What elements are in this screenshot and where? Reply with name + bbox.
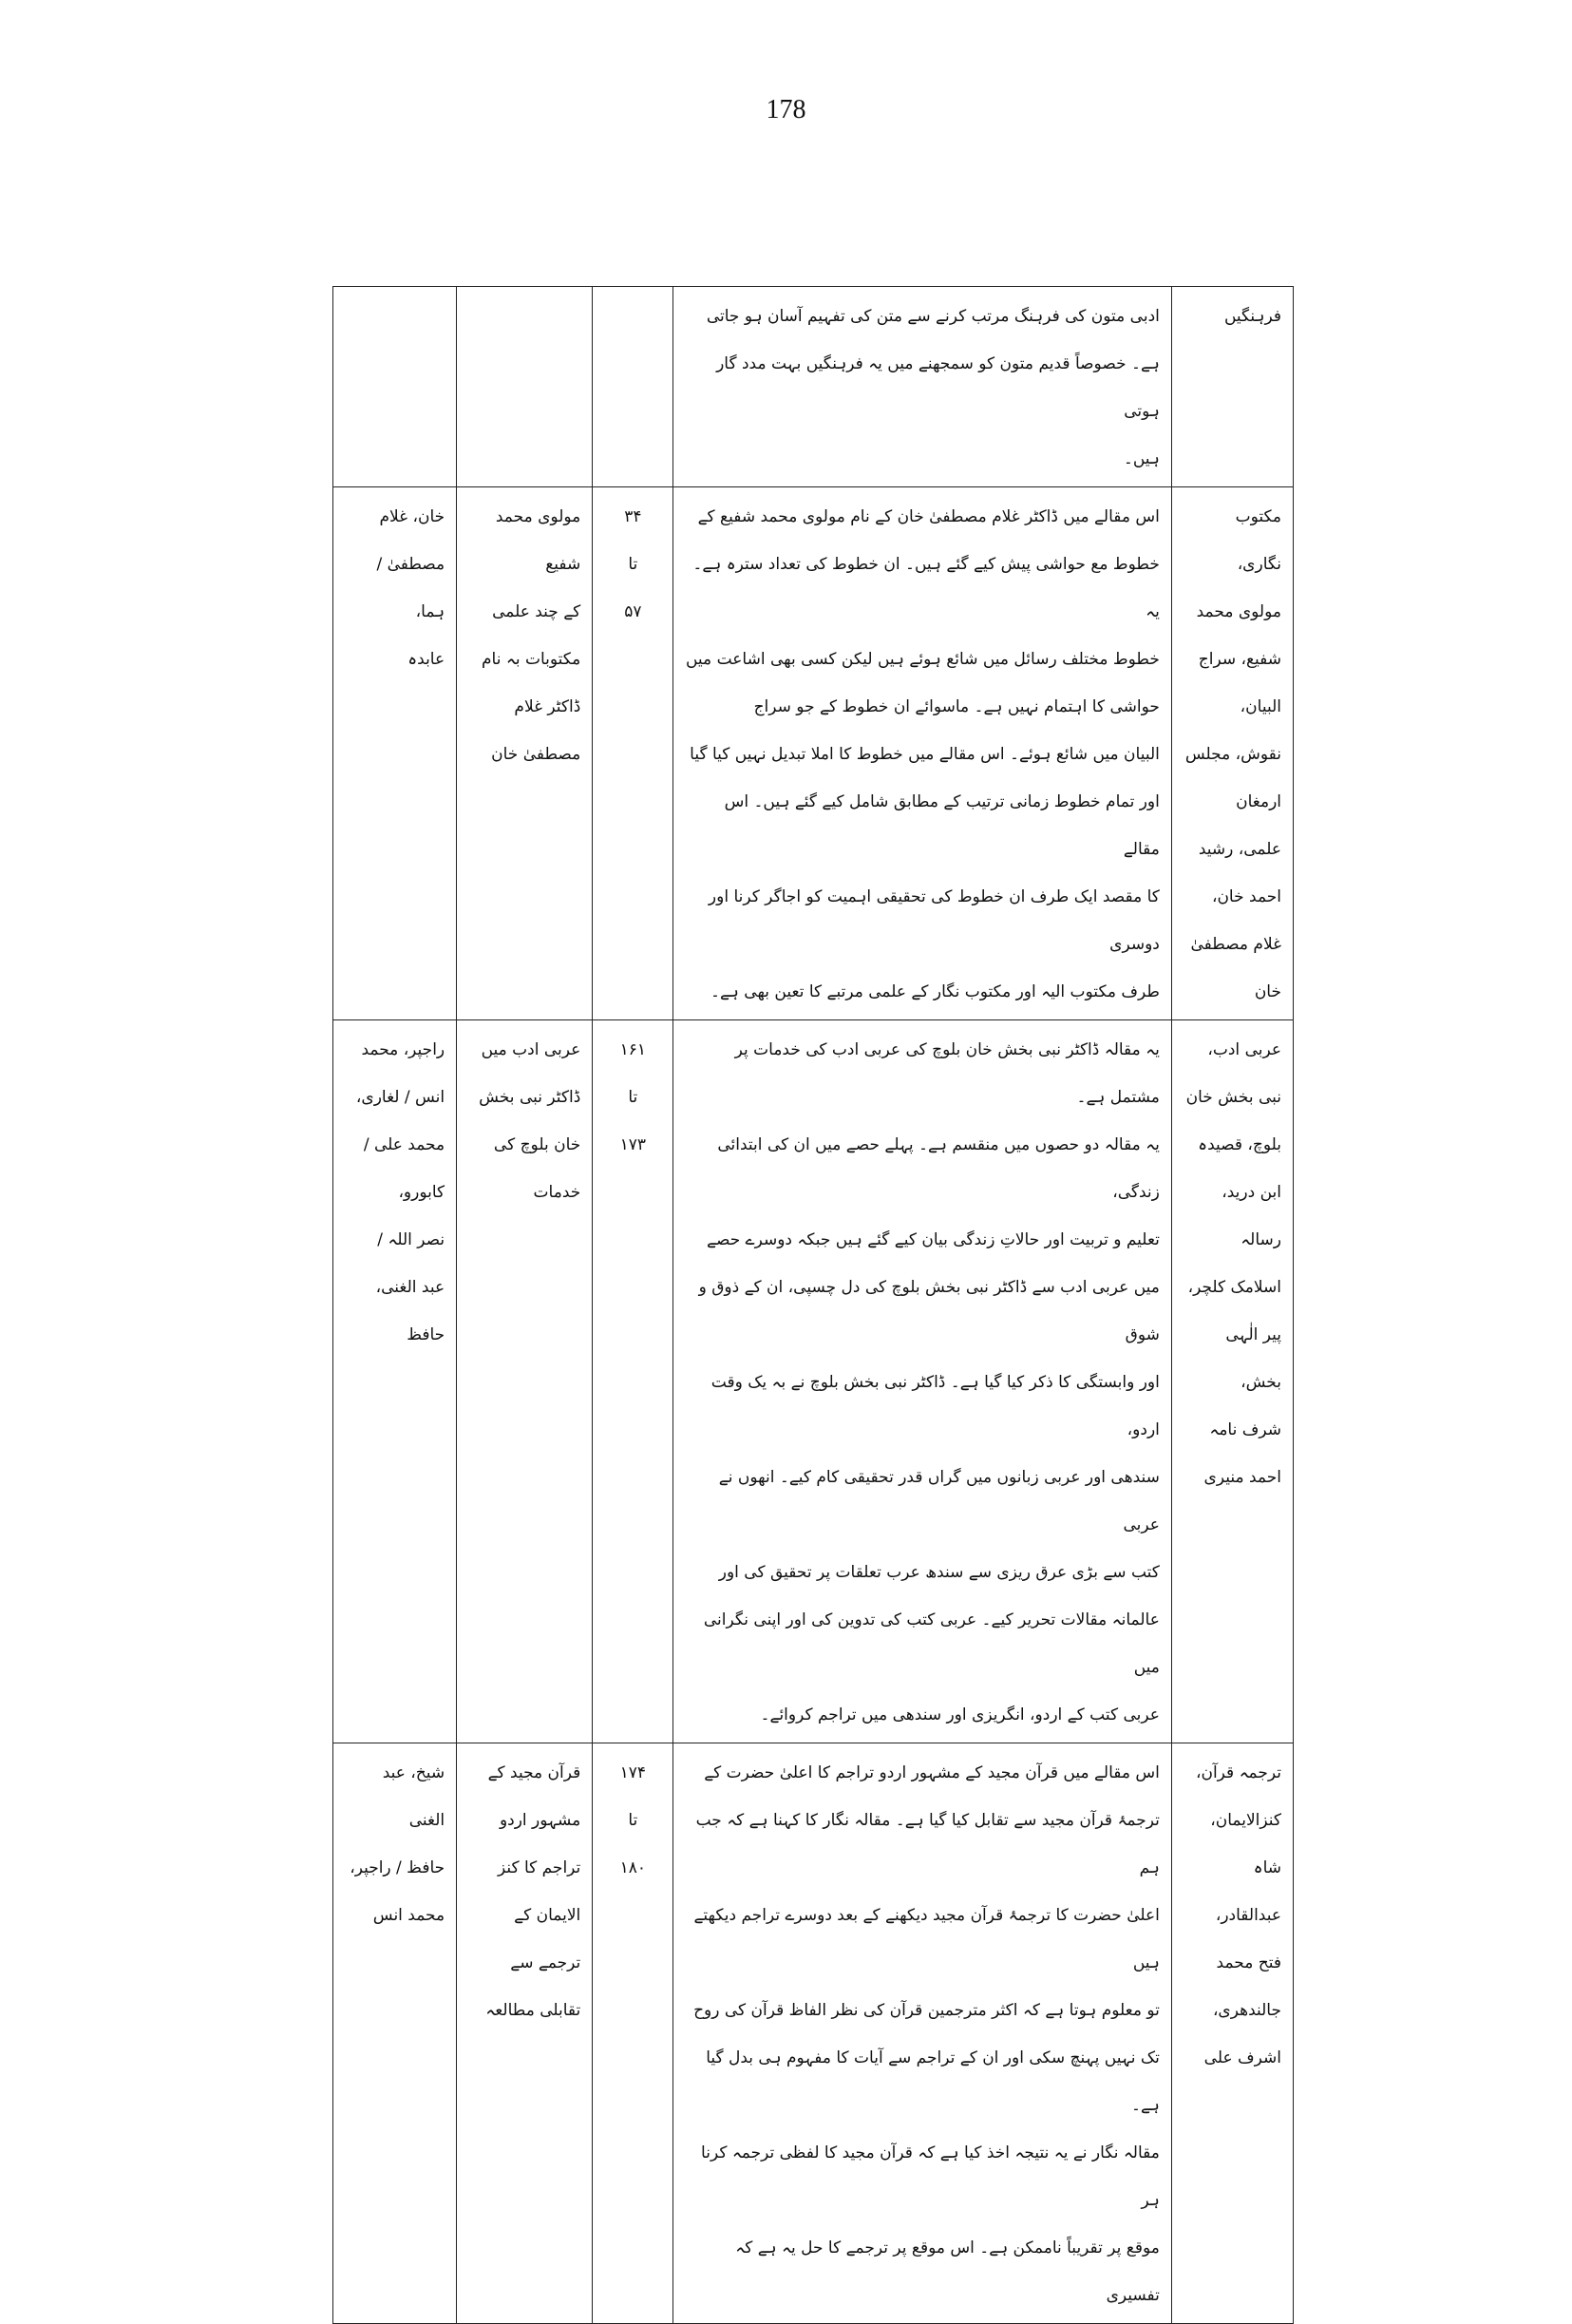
cell-line: ۱۷۳ — [619, 1135, 647, 1154]
cell-line: اور تمام خطوط زمانی ترتیب کے مطابق شامل کیے گئے ہیں۔ اس مقالے — [724, 792, 1160, 859]
cell-line: مشہور اردو — [499, 1811, 581, 1830]
cell-line: مصطفیٰ خان — [491, 745, 581, 764]
cell-line: شاہ — [1253, 1858, 1281, 1877]
index-table-body — [333, 287, 1294, 2324]
pages-cell — [593, 287, 673, 487]
cell-line: عربی کتب کے اردو، انگریزی اور سندھی میں تراجم کروائے۔ — [760, 1705, 1160, 1724]
cell-line: عالمانہ مقالات تحریر کیے۔ عربی کتب کی تدوین کی اور اپنی نگرانی میں — [703, 1610, 1160, 1677]
cell-line: محمد علی / — [363, 1135, 445, 1154]
cell-line: احمد منیری — [1203, 1468, 1281, 1487]
cell-line: ہیں۔ — [1123, 449, 1160, 468]
cell-line: ہے۔ خصوصاً قدیم متون کو سمجھنے میں یہ فرہنگیں بہت مدد گار ہوتی — [716, 354, 1160, 421]
cell-line: ترجمے سے — [510, 1953, 581, 1972]
cell-line: فرہنگیں — [1223, 307, 1281, 326]
keywords-cell — [1171, 487, 1293, 1020]
cell-line: ۱۸۰ — [619, 1858, 647, 1877]
cell-line: محمد انس — [372, 1906, 445, 1925]
cell-line: خان، غلام — [379, 507, 445, 526]
cell-line: مکتوبات بہ نام — [482, 650, 581, 669]
cell-line: عربی ادب میں — [481, 1040, 581, 1059]
author-cell — [333, 487, 457, 1020]
cell-line: تو معلوم ہوتا ہے کہ اکثر مترجمین قرآن کی نظر الفاظ قرآن کی روح — [693, 2001, 1160, 2020]
cell-line: مولوی محمد — [1196, 602, 1281, 621]
cell-line: ۵۷ — [624, 602, 642, 621]
cell-line — [604, 388, 661, 435]
cell-line: بلوچ، قصیدہ — [1198, 1135, 1281, 1154]
cell-line: احمد خان، — [1211, 887, 1281, 906]
cell-line: ۱۷۴ — [619, 1763, 647, 1782]
page-number: 178 — [766, 95, 806, 124]
author-cell — [333, 287, 457, 487]
cell-line: ابن درید، — [1222, 1183, 1281, 1202]
cell-line: مقالہ نگار نے یہ نتیجہ اخذ کیا ہے کہ قرآن مجید کا لفظی ترجمہ کرنا ہر — [701, 2143, 1160, 2210]
cell-line: یہ مقالہ ڈاکٹر نبی بخش خان بلوچ کی عربی ادب کی خدمات پر مشتمل ہے۔ — [734, 1040, 1160, 1107]
cell-line: ترجمہ قرآن، — [1195, 1763, 1281, 1782]
cell-line: کنزالایمان، — [1210, 1811, 1281, 1830]
summary-cell — [673, 287, 1172, 487]
cell-line: خطوط مختلف رسائل میں شائع ہوئے ہیں لیکن کسی بھی اشاعت میں — [685, 650, 1160, 669]
cell-line: میں عربی ادب سے ڈاکٹر نبی بخش بلوچ کی دل چسپی، ان کے ذوق و شوق — [698, 1278, 1160, 1344]
cell-line: شرف نامہ — [1209, 1420, 1281, 1439]
title-cell — [457, 487, 593, 1020]
cell-line: موقع پر تقریباً ناممکن ہے۔ اس موقع پر ترجمے کا حل یہ ہے کہ تفسیری — [735, 2238, 1160, 2305]
cell-line: خان — [1254, 982, 1281, 1001]
cell-line: اسلامک کلچر، — [1187, 1278, 1281, 1297]
title-cell — [457, 1020, 593, 1743]
cell-line: کابورو، — [398, 1183, 445, 1202]
cell-line: یہ مقالہ دو حصوں میں منقسم ہے۔ پہلے حصے میں ان کی ابتدائی زندگی، — [717, 1135, 1160, 1202]
cell-line: فتح محمد — [1216, 1953, 1281, 1972]
cell-line: تعلیم و تربیت اور حالاتِ زندگی بیان کیے گئے ہیں جبکہ دوسرے حصے — [707, 1230, 1160, 1249]
cell-line: حواشی کا اہتمام نہیں ہے۔ ماسوائے ان خطوط کے جو سراج — [753, 697, 1160, 716]
pages-cell — [593, 1020, 673, 1743]
cell-line: الایمان کے — [514, 1906, 581, 1925]
cell-line: کے چند علمی — [492, 602, 581, 621]
cell-line: کتب سے بڑی عرق ریزی سے سندھ عرب تعلقات پر تحقیق کی اور — [718, 1563, 1160, 1582]
cell-line: اعلیٰ حضرت کا ترجمۂ قرآن مجید دیکھنے کے بعد دوسرے تراجم دیکھتے ہیں — [693, 1906, 1160, 1972]
cell-line: عربی ادب، — [1207, 1040, 1281, 1059]
table-row — [333, 287, 1294, 487]
cell-line: تراجم کا کنز — [497, 1858, 581, 1877]
cell-line: البیان میں شائع ہوئے۔ اس مقالے میں خطوط کا املا تبدیل نہیں کیا گیا — [690, 745, 1160, 764]
cell-line: کا مقصد ایک طرف ان خطوط کی تحقیقی اہمیت کو اجاگر کرنا اور دوسری — [708, 887, 1160, 954]
cell-line: طرف مکتوب الیہ اور مکتوب نگار کے علمی مرتبے کا تعین بھی ہے۔ — [710, 982, 1160, 1001]
cell-line: ۳۴ — [624, 507, 642, 526]
cell-line: تک نہیں پہنچ سکی اور ان کے تراجم سے آیات کا مفہوم ہی بدل گیا ہے۔ — [706, 2048, 1160, 2115]
cell-line: نگاری، — [1237, 555, 1281, 574]
table-row — [333, 1743, 1294, 2324]
cell-line — [604, 293, 661, 340]
cell-line: مکتوب — [1235, 507, 1281, 526]
cell-line: رسالہ — [1241, 1230, 1281, 1249]
cell-line: انس / لغاری، — [355, 1088, 445, 1107]
cell-line: عبدالقادر، — [1215, 1906, 1281, 1925]
cell-line — [604, 340, 661, 388]
title-cell — [457, 287, 593, 487]
cell-line: عبد الغنی، حافظ — [375, 1278, 445, 1344]
cell-line: نصر اللہ / — [377, 1230, 445, 1249]
cell-line: خطوط مع حواشی پیش کیے گئے ہیں۔ ان خطوط کی تعداد سترہ ہے۔ یہ — [692, 555, 1160, 621]
cell-line: ۱۶۱ — [619, 1040, 647, 1059]
pages-cell — [593, 487, 673, 1020]
cell-line: سندھی اور عربی زبانوں میں گراں قدر تحقیقی کام کیے۔ انھوں نے عربی — [718, 1468, 1160, 1534]
cell-line: اور وابستگی کا ذکر کیا گیا ہے۔ ڈاکٹر نبی بخش بلوچ نے بہ یک وقت اردو، — [710, 1373, 1160, 1439]
cell-line: مولوی محمد شفیع — [495, 507, 581, 574]
cell-line: ارمغان — [1236, 792, 1281, 811]
cell-line: تا — [628, 1088, 638, 1107]
keywords-cell — [1171, 1743, 1293, 2324]
cell-line: تقابلی مطالعہ — [485, 2001, 581, 2020]
cell-line: اس مقالے میں ڈاکٹر غلام مصطفیٰ خان کے نام مولوی محمد شفیع کے — [697, 507, 1160, 526]
table-row — [333, 1020, 1294, 1743]
cell-line: اشرف علی — [1203, 2048, 1281, 2067]
cell-line: شیخ، عبد الغنی — [382, 1763, 445, 1830]
cell-line: قرآن مجید کے — [487, 1763, 581, 1782]
cell-line: عابدہ — [407, 650, 445, 669]
summary-cell — [673, 487, 1172, 1020]
cell-line: ڈاکٹر غلام — [514, 697, 581, 716]
keywords-cell — [1171, 1020, 1293, 1743]
cell-line: اس مقالے میں قرآن مجید کے مشہور اردو تراجم کا اعلیٰ حضرت کے — [704, 1763, 1160, 1782]
cell-line: ترجمۂ قرآن مجید سے تقابل کیا گیا ہے۔ مقالہ نگار کا کہنا ہے کہ جب ہم — [695, 1811, 1160, 1877]
cell-line: تا — [628, 555, 638, 574]
cell-line: راجپر، محمد — [361, 1040, 445, 1059]
cell-line: خان بلوچ کی — [493, 1135, 581, 1154]
cell-line: نقوش، مجلس — [1184, 745, 1281, 764]
cell-line: جالندھری، — [1212, 2001, 1281, 2020]
summary-cell — [673, 1743, 1172, 2324]
cell-line: تا — [628, 1811, 638, 1830]
cell-line: خدمات — [533, 1183, 581, 1202]
author-cell — [333, 1743, 457, 2324]
table-row — [333, 487, 1294, 1020]
cell-line: علمی، رشید — [1198, 840, 1281, 859]
cell-line: نبی بخش خان — [1185, 1088, 1281, 1107]
keywords-cell — [1171, 287, 1293, 487]
cell-line: ڈاکٹر نبی بخش — [479, 1088, 581, 1107]
summary-cell — [673, 1020, 1172, 1743]
cell-line: پیر الٰہی بخش، — [1225, 1325, 1281, 1392]
cell-line: ادبی متون کی فرہنگ مرتب کرنے سے متن کی تفہیم آسان ہو جاتی — [706, 307, 1160, 326]
title-cell — [457, 1743, 593, 2324]
cell-line: غلام مصطفیٰ — [1190, 935, 1281, 954]
cell-line: شفیع، سراج — [1198, 650, 1281, 669]
author-cell — [333, 1020, 457, 1743]
cell-line: حافظ / راجپر، — [350, 1858, 445, 1877]
index-table — [332, 286, 1294, 2324]
cell-line: مصطفیٰ / ہما، — [376, 555, 445, 621]
cell-line: البیان، — [1240, 697, 1281, 716]
pages-cell — [593, 1743, 673, 2324]
